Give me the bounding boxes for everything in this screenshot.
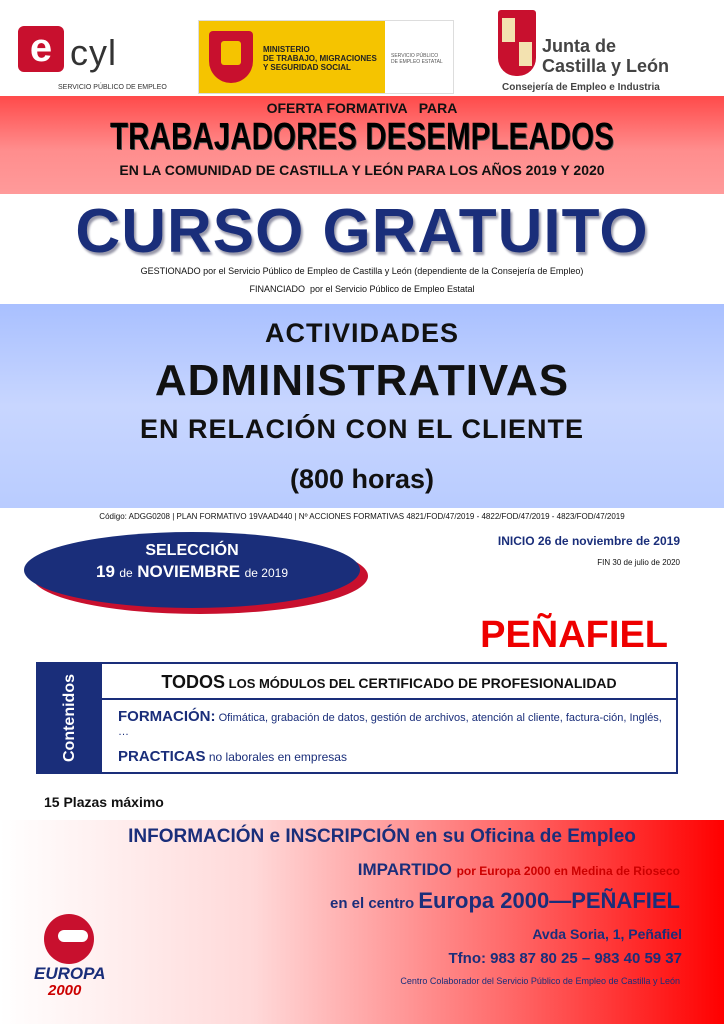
location-title: PEÑAFIEL xyxy=(480,614,668,656)
financiado-text: FINANCIADO por el Servicio Público de Empleo Estatal xyxy=(249,284,475,294)
course-line2: ADMINISTRATIVAS xyxy=(154,356,570,405)
todos-big: TODOS xyxy=(161,672,226,692)
course-line3: EN RELACIÓN CON EL CLIENTE xyxy=(139,414,585,444)
selection-badge xyxy=(24,532,360,608)
centro xyxy=(330,888,680,914)
plazas-text: 15 Plazas máximo xyxy=(44,794,164,810)
trabajadores-title: TRABAJADORES DESEMPLEADOS xyxy=(110,116,614,158)
contents-box xyxy=(36,662,678,774)
centro-pre: en el centro xyxy=(329,895,415,912)
europa-logo-text: EUROPA xyxy=(34,964,106,983)
castilla-leon-shield-icon xyxy=(498,10,536,76)
selection-date xyxy=(24,562,360,582)
formacion-text: Ofimática, grabación de datos, gestión de archivos, atención al cliente, factura-ción, Inglés, … xyxy=(118,712,662,738)
selection-title: SELECCIÓN xyxy=(145,542,239,559)
ecyl-logo xyxy=(14,24,174,94)
ecyl-e-mark: e xyxy=(18,26,64,72)
selection-day: 19 xyxy=(96,562,115,581)
europa-2000-logo xyxy=(30,914,110,1004)
comunidad-subtitle: EN LA COMUNIDAD DE CASTILLA Y LEÓN PARA LOS AÑOS 2019 Y 2020 xyxy=(119,162,605,178)
todos-mid: LOS MÓDULOS DEL xyxy=(228,676,355,691)
ministerio-text: MINISTERIO DE TRABAJO, MIGRACIONES Y SEGURIDAD SOCIAL xyxy=(263,45,377,72)
impartido-detail: por Europa 2000 en Medina de Rioseco xyxy=(456,864,680,878)
impartido xyxy=(358,860,680,880)
junta-line1: Junta de xyxy=(542,36,617,56)
practicas-label: PRACTICAS xyxy=(118,748,206,765)
junta-line2: Castilla y León xyxy=(542,56,670,76)
formacion-label: FORMACIÓN: xyxy=(118,708,216,725)
europa-logo-year: 2000 xyxy=(48,982,82,999)
centro-name: Europa 2000—PEÑAFIEL xyxy=(418,888,680,913)
selection-year: de 2019 xyxy=(244,566,288,580)
curso-gratuito-title: CURSO GRATUITO xyxy=(75,197,649,266)
inicio-date: INICIO 26 de noviembre de 2019 xyxy=(497,534,680,548)
course-line1: ACTIVIDADES xyxy=(264,318,459,348)
course-hours: (800 horas) xyxy=(289,464,435,494)
course-code: Código: ADGG0208 | PLAN FORMATIVO 19VAAD440 | Nº ACCIONES FORMATIVAS 4821/FOD/47/2019 - 4822/FOD/47/2019 - 4823/FOD/47/2019 xyxy=(99,512,625,521)
practicas-block xyxy=(118,748,347,765)
junta-consejeria: Consejería de Empleo e Industria xyxy=(502,82,660,93)
contents-side xyxy=(38,664,102,772)
colaborador-text: Centro Colaborador del Servicio Público de Empleo de Castilla y León xyxy=(400,976,680,986)
selection-month: NOVIEMBRE xyxy=(137,562,241,581)
sepe-text: SERVICIO PÚBLICO DE EMPLEO ESTATAL xyxy=(391,53,443,65)
impartido-label: IMPARTIDO xyxy=(357,860,452,879)
address: Avda Soria, 1, Peñafiel xyxy=(532,926,682,942)
phone: Tfno: 983 87 80 25 – 983 40 59 37 xyxy=(448,950,682,967)
info-inscripcion: INFORMACIÓN e INSCRIPCIÓN en su Oficina de Empleo xyxy=(128,826,636,847)
ecyl-text: cyl xyxy=(70,32,117,73)
formacion-block xyxy=(118,710,666,739)
todos-modulos xyxy=(102,664,676,700)
todos-end: CERTIFICADO DE PROFESIONALIDAD xyxy=(358,675,617,691)
selection-de1: de xyxy=(119,566,133,580)
europa-emblem-icon xyxy=(44,914,94,964)
ministerio-logo xyxy=(198,20,454,94)
practicas-text: no laborales en empresas xyxy=(208,750,347,764)
ecyl-subtitle: SERVICIO PÚBLICO DE EMPLEO xyxy=(58,84,167,91)
junta-logo xyxy=(498,10,688,96)
spain-shield-icon xyxy=(209,31,253,83)
fin-date: FIN 30 de julio de 2020 xyxy=(597,558,680,567)
oferta-formativa: OFERTA FORMATIVA PARA xyxy=(266,100,458,116)
gestionado-text: GESTIONADO por el Servicio Público de Empleo de Castilla y León (dependiente de la Consejería de Empleo) xyxy=(140,266,584,276)
contents-side-label: Contenidos xyxy=(61,674,78,762)
